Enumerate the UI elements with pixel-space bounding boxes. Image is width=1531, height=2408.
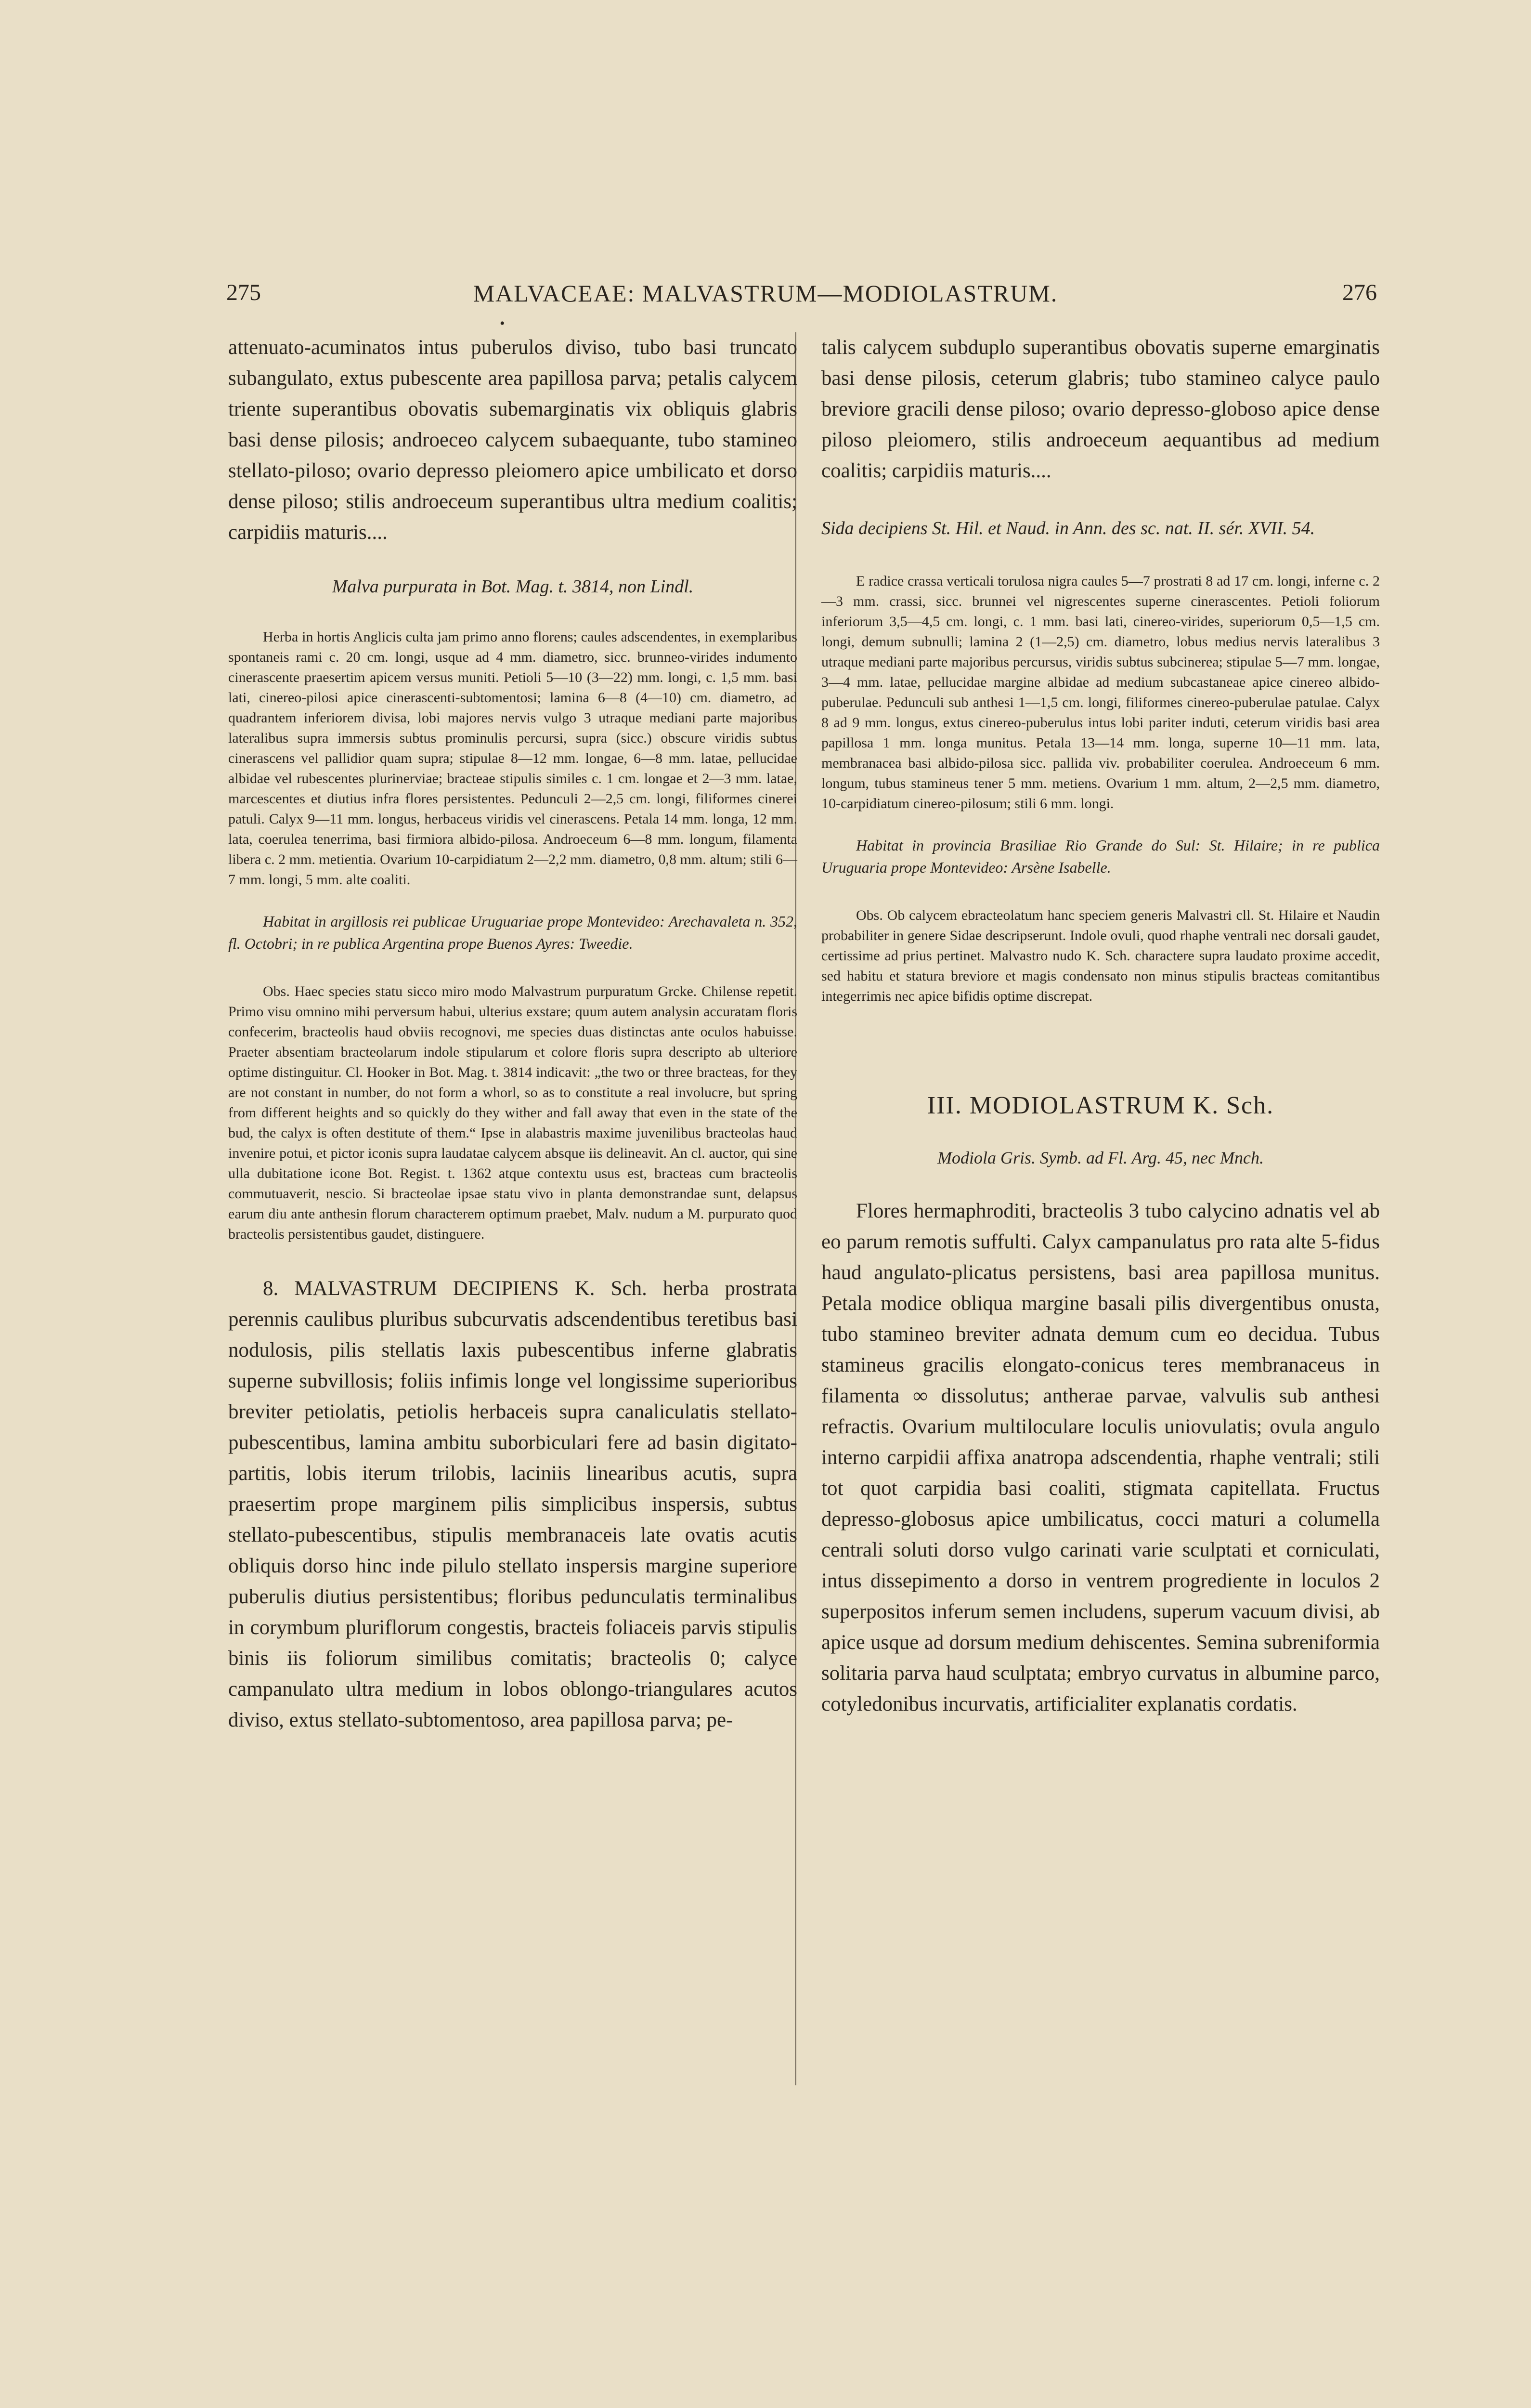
left-synonym-reference: Malva purpurata in Bot. Mag. t. 3814, non Lindl. <box>332 576 694 597</box>
running-title: MALVACEAE: MALVASTRUM—MODIOLASTRUM. <box>473 280 1058 307</box>
species-8-description: 8. MALVASTRUM DECIPIENS K. Sch. herba prostrata perennis caulibus pluribus subcurvatis adscendentibus teretibus basi nodulosis, pilis stellatis laxis pubescentibus inferne glabratis superne subvillosis; foliis infimis longe vel longissime superioribus breviter petiolatis, petiolis herbaceis supra canaliculatis stellato-pubescentibus, lamina ambitu suborbiculari fere ad basin digitato-partitis, lobis iterum trilobis, laciniis linearibus acutis, supra praesertim prope marginem pilis simplicibus inspersis, subtus stellato-pubescentibus, stipulis membranaceis late ovatis acutis obliquis dorso hinc inde pilulo stellato inspersis margine superiore puberulis diutius persistentibus; floribus pedunculatis terminalibus in corymbum pluriflorum congestis, bracteis foliaceis parvis stipulis binis iis foliorum similibus comitatis; bracteolis 0; calyce campanulato ultra medium in lobos oblongo-triangulares acutos diviso, extus stellato-subtomentoso, area papillosa parva; pe- <box>228 1277 797 1731</box>
left-column <box>228 332 797 1755</box>
right-synonym-reference: Sida decipiens St. Hil. et Naud. in Ann. des sc. nat. II. sér. XVII. 54. <box>821 518 1315 538</box>
section-title: III. MODIOLASTRUM K. Sch. <box>927 1092 1274 1119</box>
right-description: E radice crassa verticali torulosa nigra caules 5—7 prostrati 8 ad 17 cm. longi, inferne c. 2—3 mm. crassi, sicc. brunnei vel nigrescentes superne cinerascentes. Petioli foliorum inferiorum 3,5—4,5 cm. longi, c. 1 mm. basi lati, cinereo-virides, superiorum 0,5—1,5 cm. longi, demum subnulli; lamina 2 (1—2,5) cm. diametro, lobus medius nervis lateralibus 3 utraque mediani parte majoribus percursus, viridis subtus subcinerea; stipulae 5—7 mm. longae, 3—4 mm. latae, pellucidae margine albidae ad medium subcastaneae apice cinereo albido-puberulae. Pedunculi sub anthesi 1—1,5 cm. longi, filiformes cinereo-puberulae patulae. Calyx 8 ad 9 mm. longus, extus cinereo-puberulus intus lobi pariter induti, ceterum viridis basi area papillosa 1 mm. longa munitus. Petala 13—14 mm. longa, superne 10—11 mm. lata, membranacea basi albido-pilosa sicc. pallida viv. probabiliter coerulea. Androeceum 6 mm. longum, tubus stamineus tener 5 mm. metiens. Ovarium 1 mm. altum, 2—2,5 mm. diametro, 10-carpidiatum cinereo-pilosum; stili 6 mm. longi. <box>821 573 1380 811</box>
page-number-left: 275 <box>226 280 261 305</box>
left-paragraph-continuation: attenuato-acuminatos intus puberulos diviso, tubo basi truncato subangulato, extus pubescente area papillosa parva; petalis calycem triente superantibus obovatis subemarginatis vix obliquis glabris basi dense pilosis; androeceo calycem subaequante, tubo stamineo stellato-piloso; ovario depresso pleiomero apice umbilicato et dorso dense piloso; stilis androeceum superantibus ultra medium coalitis; carpidiis maturis.... <box>228 336 797 544</box>
page-number-right: 276 <box>1342 280 1377 305</box>
right-paragraph-continuation: talis calycem subduplo superantibus obovatis superne emarginatis basi dense pilosis, ceterum glabris; tubo stamineo calyce paulo breviore gracili dense piloso; ovario depresso-globoso apice dense piloso pleiomero, stilis androeceum aequantibus ad medium coalitis; carpidiis maturis.... <box>821 336 1380 482</box>
header-dot: • <box>500 315 505 331</box>
right-observation: Obs. Ob calycem ebracteolatum hanc speciem generis Malvastri cll. St. Hilaire et Naudin probabiliter in genere Sidae descripserunt. Indole ovuli, quod rhaphe ventrali nec dorsali gaudet, certissime ad prius pertinet. Malvastro nudo K. Sch. charactere supra laudato proxime accedit, sed habitu et statura breviore et magis condensato non minus stipulis bracteas comitantibus integerrimis nec apice bifidis optime discrepat. <box>821 907 1380 1004</box>
right-column <box>821 332 1380 1739</box>
right-habitat: Habitat in provincia Brasiliae Rio Grande do Sul: St. Hilaire; in re publica Uruguaria prope Montevideo: Arsène Isabelle. <box>821 837 1380 876</box>
page-header <box>0 279 1531 318</box>
left-observation: Obs. Haec species statu sicco miro modo Malvastrum purpuratum Grcke. Chilense repetit. Primo visu omnino mihi perversum habui, ulterius exstare; quum autem analysin accuratam floris confecerim, bracteolis haud obviis recognovi, me species duas distinctas ante oculos habuisse. Praeter absentiam bracteolarum indole stipularum et colore floris supra descripto ab ulteriore optime distinguitur. Cl. Hooker in Bot. Mag. t. 3814 indicavit: „the two or three bracteas, for they are not constant in number, do not form a whorl, so as to constitute a real involucre, but spring from different heights and so quickly do they wither and fall away that even in the state of the bud, the calyx is often destitute of them.“ Ipse in alabastris maxime juvenilibus bracteolas haud invenire potui, et pictor iconis supra laudatae calycem absque iis delineavit. An cl. auctor, qui sine ulla dubitatione icone Bot. Regist. t. 1362 atque contextu usus est, bracteas cum bracteolis commutuaverit, nescio. Si bracteolae ipsae statu vivo in planta demonstrandae sunt, delapsus earum diu ante anthesin florum characterem optimum praebet, Malv. nudum a M. purpurato quod bracteolis persistentibus gaudet, distinguere. <box>228 983 797 1242</box>
genus-description: Flores hermaphroditi, bracteolis 3 tubo calycino adnatis vel ab eo parum remotis suffulti. Calyx campanulatus pro rata alte 5-fidus haud angulato-plicatus persistens, basi area papillosa munitus. Petala modice obliqua margine basali pilis divergentibus onusta, tubo stamineo breviter adnata demum cum eo decidua. Tubus stamineus gracilis elongato-conicus teres membranaceus in filamenta ∞ dissolutus; antherae parvae, valvulis sub anthesi refractis. Ovarium multiloculare loculis uniovulatis; ovula angulo interno carpidii affixa anatropa adscendentia, rhaphe ventrali; stili tot quot carpidia basi coaliti, stigmata capitellata. Fructus depresso-globosus apice umbilicatus, cocci maturi a columella centrali soluti dorso vulgo carinati varie sculptati et corniculati, intus dissepimento a dorso in ventrem progrediente in loculos 2 superpositos inferum semen includens, superum vacuum divisi, ab apice usque ad dorsum medium dehiscentes. Semina subreniformia solitaria parva haud sculptata; embryo curvatus in albumine parco, cotyledonibus incurvatis, artificialiter explanatis cordatis. <box>821 1200 1380 1715</box>
left-habitat: Habitat in argillosis rei publicae Uruguariae prope Montevideo: Arechavaleta n. 352, fl. Octobri; in re publica Argentina prope Buenos Ayres: Tweedie. <box>228 913 797 952</box>
section-synonym: Modiola Gris. Symb. ad Fl. Arg. 45, nec Mnch. <box>937 1148 1264 1167</box>
left-description: Herba in hortis Anglicis culta jam primo anno florens; caules adscendentes, in exemplaribus spontaneis rami c. 20 cm. longi, usque ad 4 mm. diametro, sicc. brunneo-virides indumento cinerascente praesertim apicem versus muniti. Petioli 5—10 (3—22) mm. longi, c. 1,5 mm. basi lati, cinereo-pilosi apice cinerascenti-subtomentosi; lamina 6—8 (4—10) cm. diametro, ad quadrantem inferiorem divisa, lobi majores nervis vulgo 3 utraque mediani parte majoribus lateralibus supra immersis subtus prominulis percursi, supra (sicc.) obscure viridis subtus cinerascens vel pallidior quam supra; stipulae 8—12 mm. longae, 6—8 mm. latae, pellucidae albidae vel rubescentes plurinerviae; bracteae stipulis similes c. 1 cm. longae et 2—3 mm. latae, marcescentes et diutius infra flores persistentes. Pedunculi 2—2,5 cm. longi, filiformes cinerei patuli. Calyx 9—11 mm. longus, herbaceus viridis vel cinerascens. Petala 14 mm. longa, 12 mm. lata, coerulea tenerrima, basi firmiora albido-pilosa. Androeceum 6—8 mm. longum, filamenta libera c. 2 mm. metientia. Ovarium 10-carpidiatum 2—2,2 mm. diametro, 0,8 mm. altum; stili 6—7 mm. longi, 5 mm. alte coaliti. <box>228 629 797 888</box>
